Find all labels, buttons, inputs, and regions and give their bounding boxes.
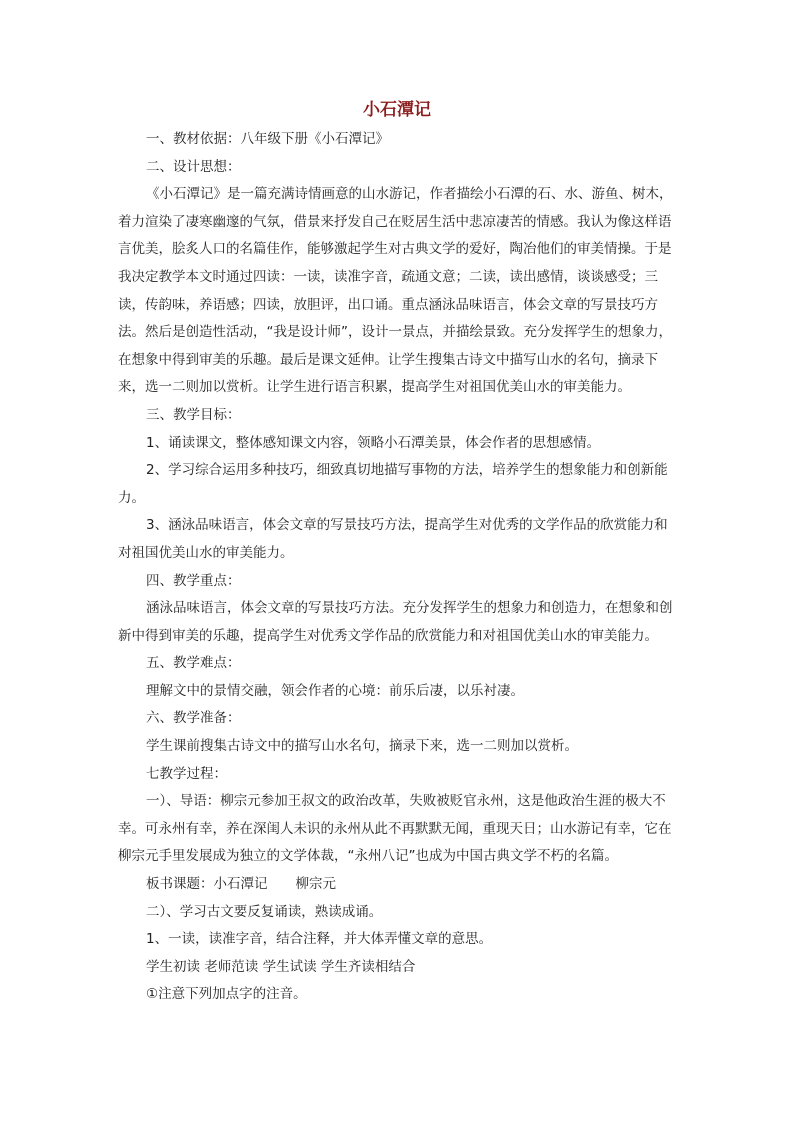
board-title-label: 板书课题：小石潭记 [146, 876, 268, 893]
board-title-line [118, 871, 676, 899]
preparation-paragraph: 学生课前搜集古诗文中的描写山水名句，摘录下来，选一二则加以赏析。 [146, 738, 578, 755]
section-heading-preparation: 六、教学准备： [146, 710, 241, 727]
design-paragraph: 《小石潭记》是一篇充满诗情画意的山水游记，作者描绘小石潭的石、水、游鱼、树木，着力渲染了凄寒幽邃的气氛，借景来抒发自己在贬居生活中悲凉凄苦的情感。我认为像这样语言优美，脍炙人口的名篇佳作，能够激起学生对古典文学的爱好，陶冶他们的审美情操。于是我决定教学本文时通过四读：一读，读准字音，疏通文意；二读，读出感情，谈谈感受；三读，传韵味，养语感；四读，放胆评，出口诵。重点涵泳品味语言，体会文章的写景技巧方法。然后是创造性活动，“我是设计师”，设计一景点，并描绘景致。充分发挥学生的想象力，在想象中得到审美的乐趣。最后是课文延伸。让学生搜集古诗文中描写山水的名句，摘录下来，选一二则加以赏析。让学生进行语言积累，提高学生对祖国优美山水的审美能力。 [118, 186, 673, 396]
goal-item-3: 3、涵泳品味语言，体会文章的写景技巧方法，提高学生对优秀的文学作品的欣赏能力和对祖国优美山水的审美能力。 [118, 517, 668, 561]
reading-modes: 学生初读 老师范读 学生试读 学生齐读相结合 [146, 958, 416, 975]
section-heading-process: 七教学过程： [146, 765, 227, 782]
document-title: 小石潭记 [363, 100, 431, 120]
section-heading-goals: 三、教学目标： [146, 406, 241, 423]
section-heading-textbook: 一、教材依据：八年级下册《小石潭记》 [146, 131, 389, 147]
reading-step-1: 1、一读，读准字音，结合注释，并大体弄懂文章的意思。 [146, 931, 493, 948]
section-heading-design: 二、设计思想： [146, 158, 241, 175]
focus-paragraph: 涵泳品味语言，体会文章的写景技巧方法。充分发挥学生的想象力和创造力，在想象和创新中得到审美的乐趣，提高学生对优秀文学作品的欣赏能力和对祖国优美山水的审美能力。 [118, 600, 673, 644]
difficulty-paragraph: 理解文中的景情交融，领会作者的心境：前乐后凄，以乐衬凄。 [146, 682, 524, 699]
pronunciation-note: ①注意下列加点字的注音。 [146, 986, 307, 1003]
goal-item-2: 2、学习综合运用多种技巧，细致真切地描写事物的方法，培养学生的想象能力和创新能力。 [118, 462, 668, 506]
board-title-author: 柳宗元 [295, 876, 336, 893]
intro-paragraph: 一）、导语：柳宗元参加王叔文的政治改革，失败被贬官永州，这是他政治生涯的极大不幸。可永州有幸，养在深闺人未识的永州从此不再默默无闻，重现天日；山水游记有幸，它在柳宗元手里发展成为独立的文学体裁，“永州八记”也成为中国古典文学不朽的名篇。 [118, 793, 672, 865]
section-heading-difficulty: 五、教学难点： [146, 655, 241, 672]
process-part-2: 二）、学习古文要反复诵读，熟读成诵。 [146, 903, 383, 920]
goal-item-1: 1、诵读课文，整体感知课文内容，领略小石潭美景，体会作者的思想感情。 [146, 434, 601, 451]
section-heading-focus: 四、教学重点： [146, 572, 241, 589]
